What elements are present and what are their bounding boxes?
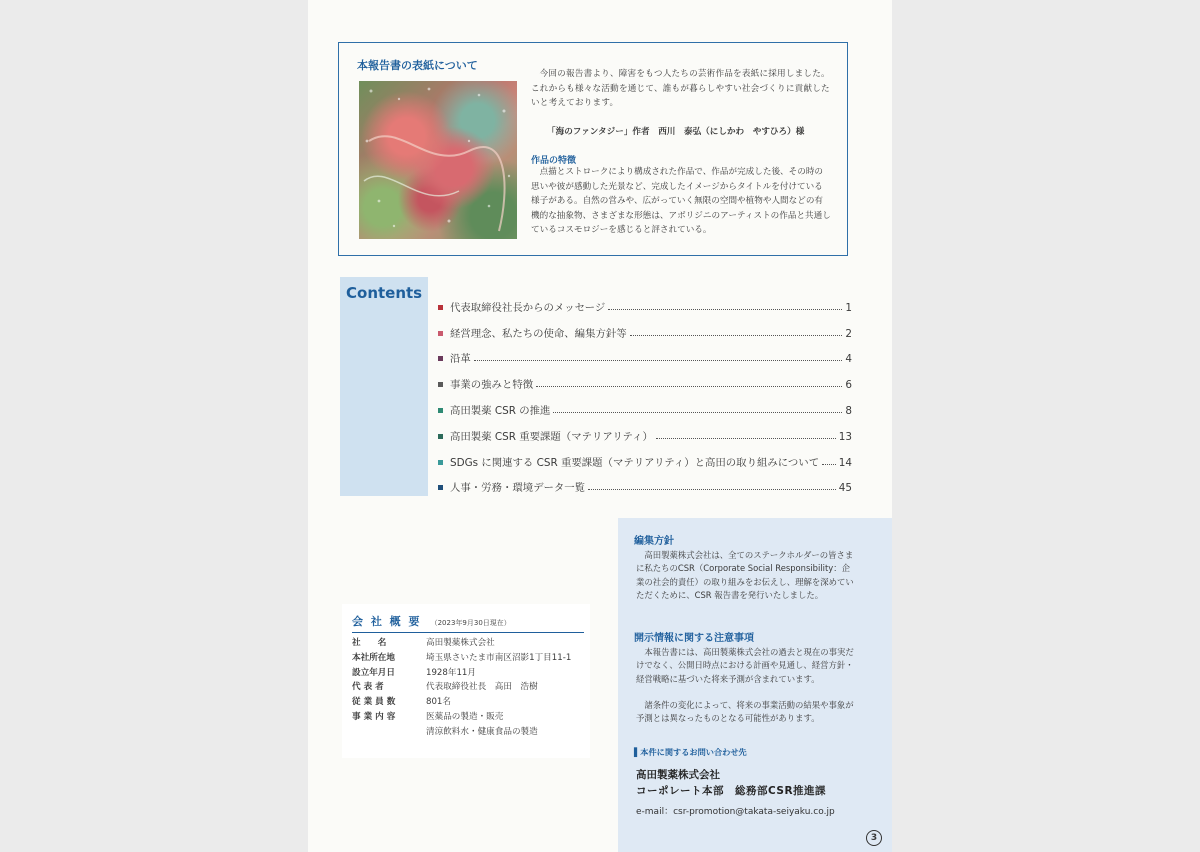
cover-info-box [338, 42, 848, 256]
cover-title: 本報告書の表紙について [357, 59, 478, 72]
contact-company: 高田製薬株式会社 [636, 769, 720, 781]
toc-label: 事業の強みと特徴 [450, 379, 534, 392]
company-row [352, 651, 571, 666]
company-row-value: 1928年11月 [426, 667, 476, 678]
toc-item[interactable] [438, 288, 852, 314]
company-row-key: 本社所在地 [352, 652, 395, 663]
toc-item[interactable] [438, 365, 852, 391]
contents-title: Contents [346, 284, 423, 302]
toc-bullet-icon [438, 382, 443, 387]
toc-page-number: 45 [838, 482, 852, 495]
toc-label: 沿革 [450, 353, 471, 366]
company-table [352, 636, 571, 740]
disclosure-text-2: 諸条件の変化によって、将来の事業活動の結果や事象が予測とは異なったものとなる可能性があります。 [636, 700, 854, 724]
toc-leader-dots [588, 489, 836, 490]
company-row [352, 636, 571, 651]
toc-page-number: 8 [845, 404, 852, 417]
company-row-key: 社 名 [352, 638, 387, 648]
contact-email: e-mail：csr-promotion@takata-seiyaku.co.jp [636, 807, 835, 817]
toc-page-number: 6 [845, 379, 852, 392]
company-row-value: 代表取締役社長 高田 浩樹 [426, 682, 538, 693]
company-row-value: 清涼飲料水・健康食品の製造 [426, 726, 538, 737]
disclosure-text-1: 本報告書には、高田製薬株式会社の過去と現在の事実だけでなく、公開日時点における計画や見通し、経営方針・経営戦略に基づいた将来予測が含まれています。 [636, 647, 854, 684]
company-row-key: 従 業 員 数 [352, 697, 396, 708]
toc-bullet-icon [438, 434, 443, 439]
contact-department: コーポレート本部 総務部CSR推進課 [636, 785, 827, 797]
toc-bullet-icon [438, 408, 443, 413]
company-row [352, 680, 571, 695]
toc-page-number: 13 [838, 430, 852, 443]
toc-leader-dots [474, 360, 843, 361]
features-text: 点描とストロークにより構成された作品で、作品が完成した後、その時の思いや彼が感動した光景など、完成したイメージからタイトルを付けている様子がある。自然の営みや、広がっていく無限の空間や植物や人間などの有機的な抽象物、さまざまな形態は、アボリジニのアーティストの作品と共通しているコスモロジーを感じると評されている。 [531, 167, 831, 236]
toc-leader-dots [553, 412, 842, 413]
toc-bullet-icon [438, 460, 443, 465]
toc-page-number: 4 [845, 353, 852, 366]
toc-leader-dots [630, 335, 843, 336]
cover-artwork-image [359, 81, 517, 239]
company-row [352, 666, 571, 681]
features-heading: 作品の特徴 [531, 156, 577, 166]
company-row [352, 725, 571, 740]
toc-leader-dots [822, 464, 836, 465]
toc-label: 人事・労務・環境データ一覧 [450, 482, 586, 495]
artwork-credit: 「海のファンタジー」作者 西川 泰弘（にしかわ やすひろ）様 [547, 127, 805, 137]
company-overview [342, 604, 590, 758]
company-row-value: 高田製薬株式会社 [426, 638, 495, 648]
editing-policy-text: 高田製薬株式会社は、全てのステークホルダーの皆さまに私たちのCSR（Corporate Social Responsibility：企業の社会的責任）の取り組みをお伝えし、理解を深めていただくために、CSR 報告書を発行いたしました。 [636, 550, 854, 601]
company-header [352, 610, 584, 633]
company-row [352, 695, 571, 710]
company-date: （2023年9月30日現在） [430, 619, 511, 627]
toc-label: SDGs に関連する CSR 重要課題（マテリアリティ）と高田の取り組みについて [450, 456, 820, 469]
company-row-key: 事 業 内 容 [352, 711, 396, 722]
report-page [308, 0, 892, 852]
toc-item[interactable] [438, 417, 852, 443]
toc-bullet-icon [438, 485, 443, 490]
table-of-contents [438, 288, 852, 494]
toc-item[interactable] [438, 469, 852, 495]
toc-label: 高田製薬 CSR 重要課題（マテリアリティ） [450, 430, 653, 443]
company-row-key: 代 表 者 [352, 682, 384, 693]
toc-page-number: 14 [838, 456, 852, 469]
toc-label: 代表取締役社長からのメッセージ [450, 301, 606, 314]
toc-bullet-icon [438, 331, 443, 336]
toc-page-number: 2 [845, 327, 852, 340]
toc-label: 高田製薬 CSR の推進 [450, 404, 551, 417]
company-title: 会 社 概 要 [352, 615, 422, 628]
company-row-value: 医薬品の製造・販売 [426, 711, 504, 722]
disclosure-heading: 開示情報に関する注意事項 [634, 633, 754, 644]
toc-item[interactable] [438, 340, 852, 366]
toc-item[interactable] [438, 391, 852, 417]
toc-item[interactable] [438, 443, 852, 469]
contact-label: ▌本件に関するお問い合わせ先 [634, 747, 747, 757]
page-number: 3 [866, 830, 882, 846]
toc-bullet-icon [438, 356, 443, 361]
cover-intro-text: 今回の報告書より、障害をもつ人たちの芸術作品を表紙に採用しました。これからも様々な活動を通じて、誰もが暮らしやすい社会づくりに貢献したいと考えております。 [531, 69, 830, 109]
toc-item[interactable] [438, 314, 852, 340]
editing-policy-heading: 編集方針 [634, 536, 674, 547]
toc-label: 経営理念、私たちの使命、編集方針等 [450, 327, 627, 340]
policy-panel [618, 518, 892, 852]
toc-leader-dots [536, 386, 842, 387]
toc-page-number: 1 [845, 301, 852, 314]
toc-bullet-icon [438, 305, 443, 310]
toc-leader-dots [608, 309, 842, 310]
company-row-value: 801名 [426, 697, 451, 708]
company-row-value: 埼玉県さいたま市南区沼影1丁目11-1 [426, 652, 572, 663]
company-row-key: 設立年月日 [352, 667, 395, 678]
contents-band [340, 277, 428, 496]
company-row-key [352, 725, 426, 740]
toc-leader-dots [656, 438, 836, 439]
company-row [352, 710, 571, 725]
